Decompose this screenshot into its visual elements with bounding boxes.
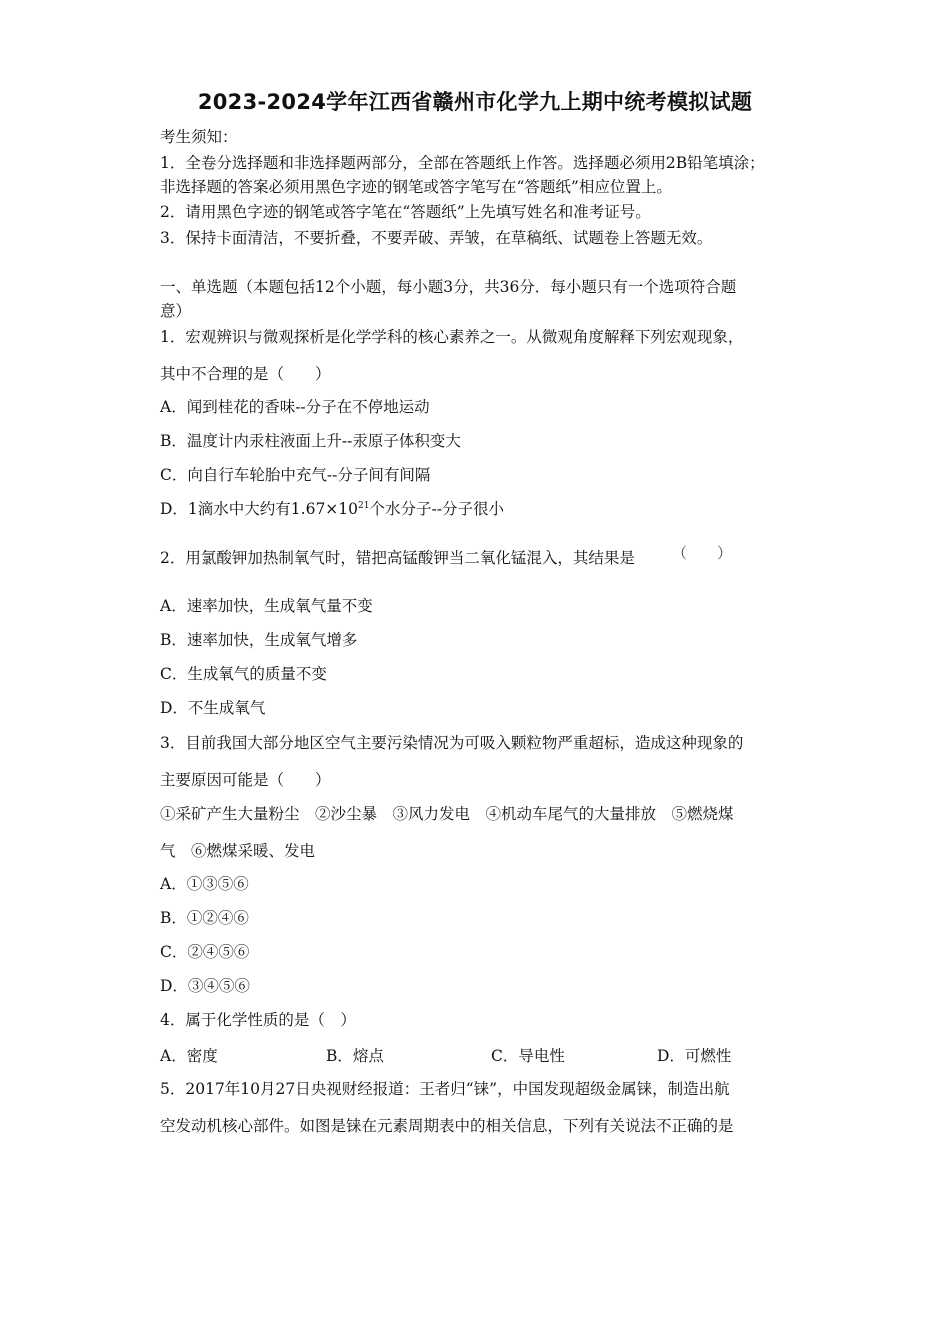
notice-item-2: 2．请用黑色字迹的钢笔或答字笔在“答题纸”上先填写姓名和准考证号。 (160, 203, 651, 221)
q1-option-d-exponent: 21 (358, 500, 370, 511)
exam-title: 2023-2024学年江西省赣州市化学九上期中统考模拟试题 (197, 90, 753, 114)
q3-option-c: C．②④⑤⑥ (160, 943, 250, 961)
q3-stem: 3．目前我国大部分地区空气主要污染情况为可吸入颗粒物严重超标，造成这种现象的 (160, 734, 744, 752)
notice-heading: 考生须知： (160, 128, 238, 146)
q1-stem-cont: 其中不合理的是（ ） (160, 365, 331, 383)
q1-option-c: C．向自行车轮胎中充气--分子间有间隔 (160, 466, 431, 484)
q1-stem: 1．宏观辨识与微观探析是化学学科的核心素养之一。从微观角度解释下列宏观现象， (160, 328, 744, 346)
q1-option-d (160, 499, 504, 519)
q2-answer-paren: （ ） (672, 544, 733, 562)
notice-item-1-cont: 非选择题的答案必须用黑色字迹的钢笔或答字笔写在“答题纸”相应位置上。 (160, 178, 672, 196)
q3-option-b: B．①②④⑥ (160, 909, 249, 927)
q2-stem: 2．用氯酸钾加热制氧气时，错把高锰酸钾当二氧化锰混入，其结果是 (160, 549, 635, 567)
q4-option-a: A．密度 (160, 1047, 218, 1065)
q1-option-d-text: D．1滴水中大约有1.67×10 (160, 500, 359, 518)
q1-option-b: B．温度计内汞柱液面上升--汞原子体积变大 (160, 432, 461, 450)
q4-stem: 4．属于化学性质的是（ ） (160, 1011, 356, 1029)
section-heading-cont: 意） (160, 302, 192, 320)
q4-option-d: D．可燃性 (657, 1047, 732, 1065)
notice-item-3: 3．保持卡面清洁，不要折叠，不要弄破、弄皱，在草稿纸、试题卷上答题无效。 (160, 229, 713, 247)
q2-option-b: B．速率加快，生成氧气增多 (160, 631, 358, 649)
q3-option-d: D．③④⑤⑥ (160, 977, 250, 995)
q1-option-a: A．闻到桂花的香味--分子在不停地运动 (160, 398, 430, 416)
q3-list: ①采矿产生大量粉尘 ②沙尘暴 ③风力发电 ④机动车尾气的大量排放 ⑤燃烧煤 (160, 805, 734, 823)
q2-option-d: D．不生成氧气 (160, 699, 266, 717)
q5-stem-cont: 空发动机核心部件。如图是铼在元素周期表中的相关信息，下列有关说法不正确的是 (160, 1117, 734, 1135)
notice-item-1: 1．全卷分选择题和非选择题两部分，全部在答题纸上作答。选择题必须用2B铅笔填涂； (160, 154, 765, 172)
q2-option-c: C．生成氧气的质量不变 (160, 665, 327, 683)
q3-stem-cont: 主要原因可能是（ ） (160, 771, 331, 789)
q1-option-d-text-end: 个水分子--分子很小 (369, 500, 504, 518)
section-heading: 一、单选题（本题包括12个小题，每小题3分，共36分．每小题只有一个选项符合题 (160, 278, 737, 296)
q4-option-c: C．导电性 (491, 1047, 565, 1065)
q4-option-b: B．熔点 (326, 1047, 384, 1065)
q3-list-cont: 气 ⑥燃煤采暖、发电 (160, 842, 316, 860)
q5-stem: 5．2017年10月27日央视财经报道：王者归“铼”，中国发现超级金属铼，制造出航 (160, 1080, 730, 1098)
q3-option-a: A．①③⑤⑥ (160, 875, 249, 893)
q2-option-a: A．速率加快，生成氧气量不变 (160, 597, 373, 615)
